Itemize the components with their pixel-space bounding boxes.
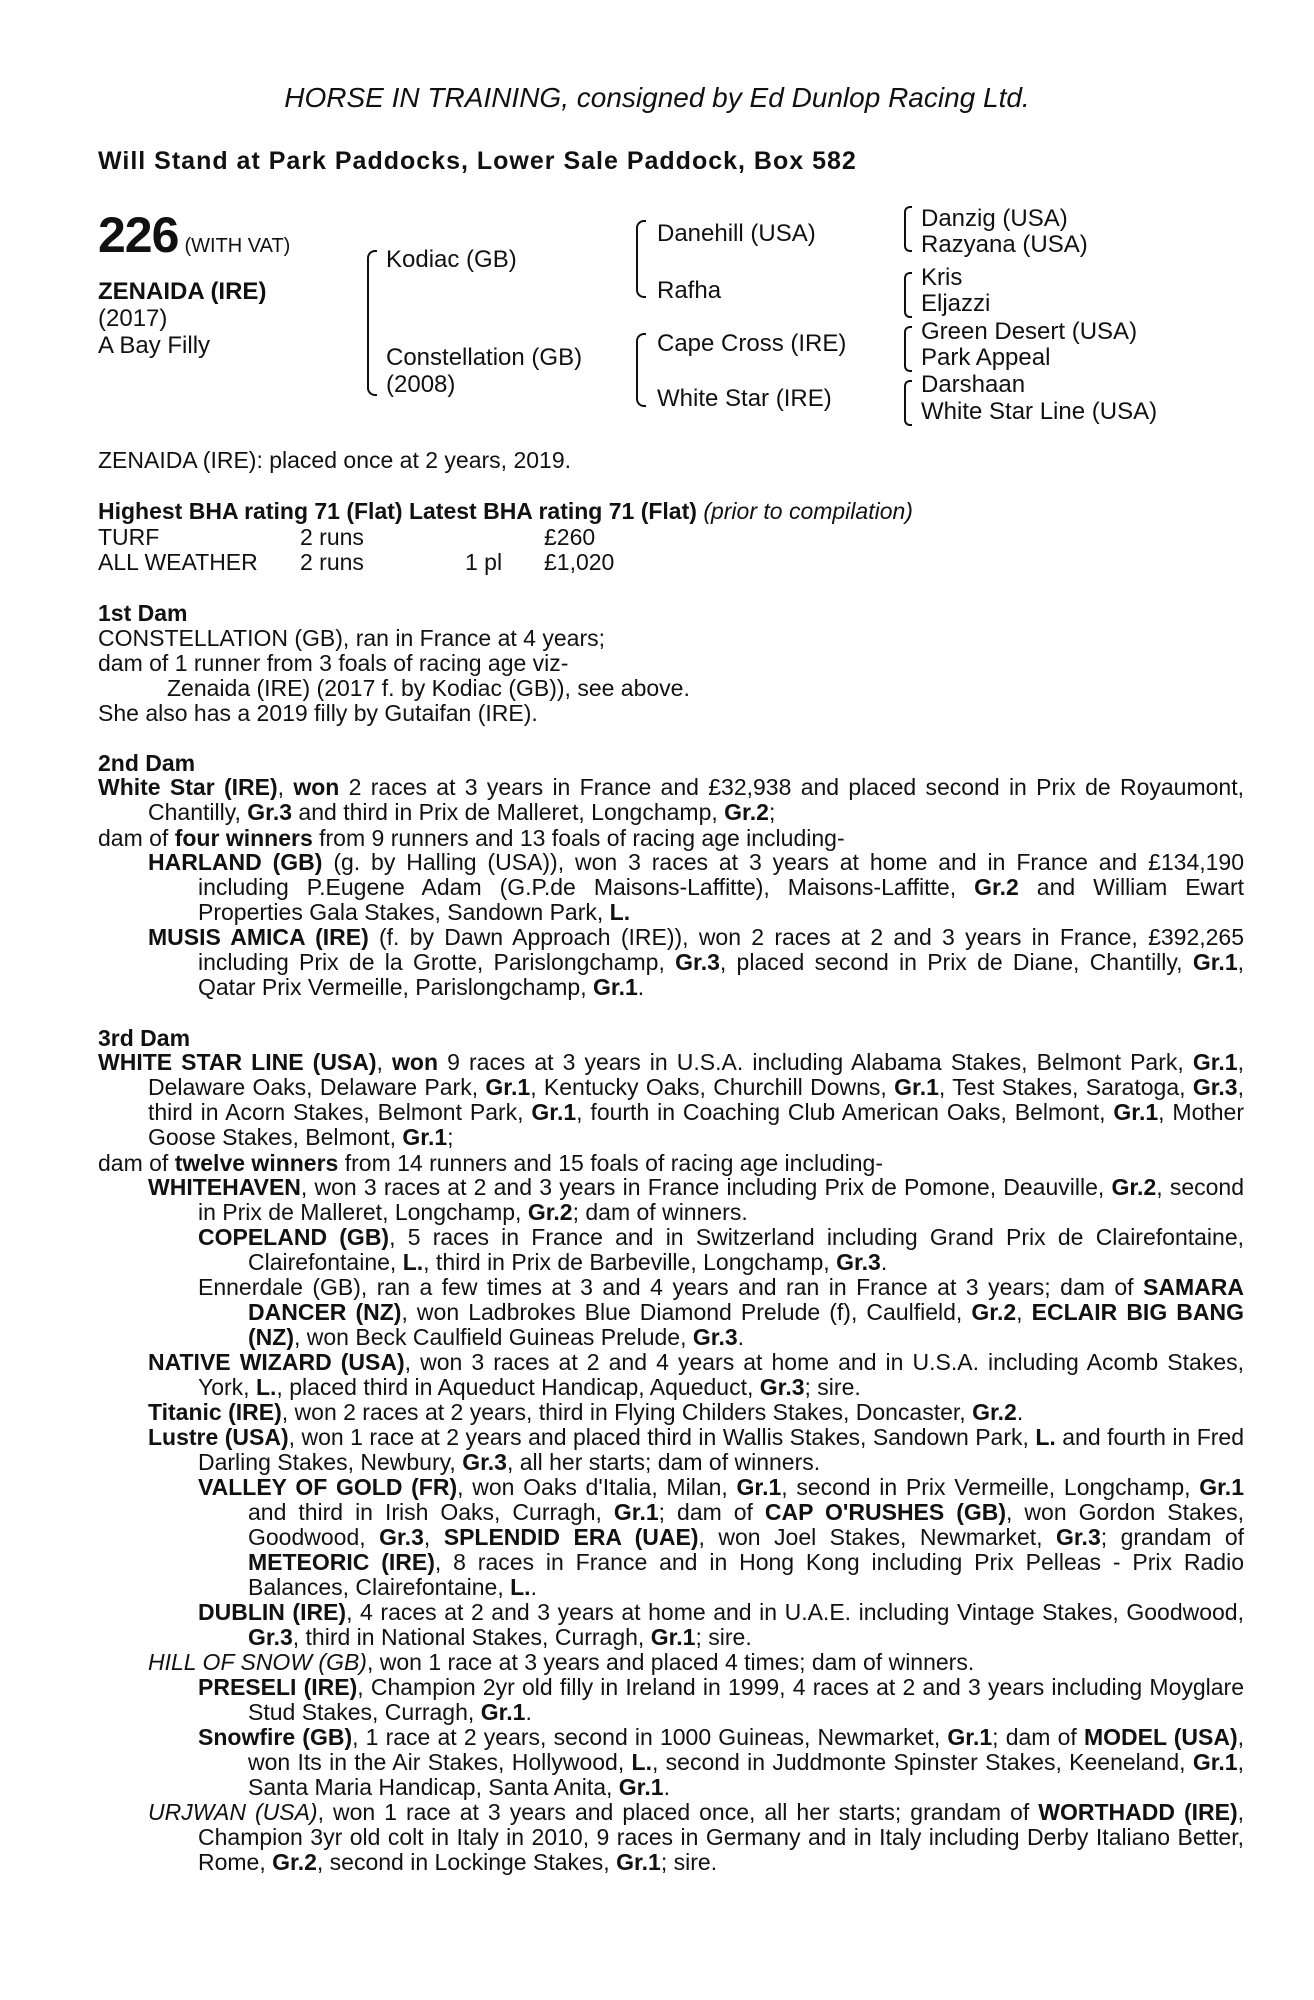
location-line: Will Stand at Park Paddocks, Lower Sale Paddock, Box 582 — [98, 147, 857, 175]
vat-note: (WITH VAT) — [184, 235, 291, 257]
pedigree-brace-main — [367, 250, 377, 396]
sire: Kodiac (GB) — [386, 246, 517, 273]
summary-line: ZENAIDA (IRE): placed once at 2 years, 2019. — [98, 447, 572, 473]
horse-description: A Bay Filly — [98, 332, 211, 359]
pedigree-brace-g3 — [904, 326, 912, 372]
third-dam-heading: 3rd Dam — [98, 1025, 191, 1051]
first-dam-heading: 1st Dam — [98, 600, 188, 626]
first-dam-line: She also has a 2019 filly by Gutaifan (IRE). — [98, 700, 538, 726]
pedigree-g5: Green Desert (USA) — [921, 318, 1138, 345]
pedigree-brace-g2 — [904, 272, 912, 318]
second-dam-heading: 2nd Dam — [98, 750, 196, 776]
first-dam-line: Zenaida (IRE) (2017 f. by Kodiac (GB)), see above. — [167, 675, 690, 701]
second-dam-entry: White Star (IRE), won 2 races at 3 years in France and £32,938 and placed second in Prix de Royaumont, Chantilly, Gr.3 and third in Prix de Malleret, Longchamp, Gr.2; — [98, 774, 1244, 825]
rating-line: Highest BHA rating 71 (Flat) Latest BHA rating 71 (Flat) (prior to compilation) — [98, 498, 913, 524]
third-dam-entry: WHITE STAR LINE (USA), won 9 races at 3 years in U.S.A. including Alabama Stakes, Belmont Park, Gr.1, Delaware Oaks, Delaware Park, Gr.1, Kentucky Oaks, Churchill Downs, Gr.1, Test Stakes, Saratoga, Gr.3, third in Acorn Stakes, Belmont Park, Gr.1, fourth in Coaching Club American Oaks, Belmont, Gr.1, Mother Goose Stakes, Belmont, Gr.1; — [98, 1049, 1244, 1150]
dam-sire: Cape Cross (IRE) — [657, 330, 847, 357]
third-dam-produce-line: dam of twelve winners from 14 runners and 15 foals of racing age including- — [98, 1150, 883, 1176]
progeny-entry-whitehaven: WHITEHAVEN, won 3 races at 2 and 3 years in France including Prix de Pomone, Deauville, Gr.2, second in Prix de Malleret, Longchamp, Gr.2; dam of winners. — [148, 1174, 1244, 1225]
lot-number: 226 (WITH VAT) — [98, 207, 291, 263]
progeny-entry-ennerdale: Ennerdale (GB), ran a few times at 3 and 4 years and ran in France at 3 years; dam of SAMARA DANCER (NZ), won Ladbrokes Blue Diamond Prelude (f), Caulfield, Gr.2, ECLAIR BIG BANG (NZ), won Beck Caulfield Guineas Prelude, Gr.3. — [198, 1274, 1245, 1350]
sire-sire: Danehill (USA) — [657, 220, 816, 247]
record-surface-turf: TURF — [98, 524, 160, 550]
pedigree-g6: Park Appeal — [921, 344, 1051, 371]
progeny-entry-snowfire: Snowfire (GB), 1 race at 2 years, second in 1000 Guineas, Newmarket, Gr.1; dam of MODEL (USA), won Its in the Air Stakes, Hollywood, L., second in Juddmonte Spinster Stakes, Keeneland, Gr.1, Santa Maria Handicap, Santa Anita, Gr.1. — [198, 1724, 1244, 1800]
dam-year: (2008) — [386, 371, 456, 398]
progeny-entry-dublin: DUBLIN (IRE), 4 races at 2 and 3 years at home and in U.A.E. including Vintage Stakes, Goodwood, Gr.3, third in National Stakes, Curragh, Gr.1; sire. — [198, 1599, 1244, 1650]
progeny-entry-urjwan: URJWAN (USA), won 1 race at 3 years and placed once, all her starts; grandam of WORTHADD (IRE), Champion 3yr old colt in Italy in 2010, 9 races in Germany and in Italy including Derby Italiano Better, Rome, Gr.2, second in Lockinge Stakes, Gr.1; sire. — [148, 1799, 1245, 1875]
pedigree-g7: Darshaan — [921, 371, 1026, 398]
pedigree-g1: Danzig (USA) — [921, 205, 1068, 232]
dam: Constellation (GB) — [386, 344, 583, 371]
progeny-entry-hill-of-snow: HILL OF SNOW (GB), won 1 race at 3 years and placed 4 times; dam of winners. — [148, 1649, 975, 1675]
pedigree-g3: Kris — [921, 264, 963, 291]
progeny-entry-preseli: PRESELI (IRE), Champion 2yr old filly in Ireland in 1999, 4 races at 2 and 3 years including Moyglare Stud Stakes, Curragh, Gr.1. — [198, 1674, 1245, 1725]
first-dam-line: dam of 1 runner from 3 foals of racing age viz- — [98, 650, 569, 676]
pedigree-g2: Razyana (USA) — [921, 231, 1088, 258]
record-runs-turf: 2 runs — [300, 524, 364, 550]
record-surface-aw: ALL WEATHER — [98, 549, 258, 575]
horse-year: (2017) — [98, 305, 168, 332]
record-prize-turf: £260 — [544, 524, 596, 550]
pedigree-g8: White Star Line (USA) — [921, 398, 1158, 425]
horse-name: ZENAIDA (IRE) — [98, 278, 267, 305]
progeny-entry-lustre: Lustre (USA), won 1 race at 2 years and placed third in Wallis Stakes, Sandown Park, L. and fourth in Fred Darling Stakes, Newbury, Gr.3, all her starts; dam of winners. — [148, 1424, 1244, 1475]
progeny-entry-musis-amica: MUSIS AMICA (IRE) (f. by Dawn Approach (IRE)), won 2 races at 2 and 3 years in France, £392,265 including Prix de la Grotte, Parislongchamp, Gr.3, placed second in Prix de Diane, Chantilly, Gr.1, Qatar Prix Vermeille, Parislongchamp, Gr.1. — [148, 924, 1245, 1000]
consignor-title: HORSE IN TRAINING, consigned by Ed Dunlop Racing Ltd. — [284, 82, 1030, 113]
first-dam-line: CONSTELLATION (GB), ran in France at 4 years; — [98, 625, 605, 651]
second-dam-produce-line: dam of four winners from 9 runners and 13 foals of racing age including- — [98, 825, 845, 851]
progeny-entry-copeland: COPELAND (GB), 5 races in France and in Switzerland including Grand Prix de Clairefontaine, Clairefontaine, L., third in Prix de Barbeville, Longchamp, Gr.3. — [198, 1224, 1244, 1275]
progeny-entry-valley-of-gold: VALLEY OF GOLD (FR), won Oaks d'Italia, Milan, Gr.1, second in Prix Vermeille, Longchamp, Gr.1 and third in Irish Oaks, Curragh, Gr.1; dam of CAP O'RUSHES (GB), won Gordon Stakes, Goodwood, Gr.3, SPLENDID ERA (UAE), won Joel Stakes, Newmarket, Gr.3; grandam of METEORIC (IRE), 8 races in France and in Hong Kong including Prix Pelleas - Prix Radio Balances, Clairefontaine, L.. — [198, 1474, 1245, 1600]
record-placed-aw: 1 pl — [465, 549, 503, 575]
record-prize-aw: £1,020 — [544, 549, 615, 575]
progeny-entry-native-wizard: NATIVE WIZARD (USA), won 3 races at 2 and 4 years at home and in U.S.A. including Acomb Stakes, York, L., placed third in Aqueduct Handicap, Aqueduct, Gr.3; sire. — [148, 1349, 1245, 1400]
pedigree-brace-g4 — [904, 380, 912, 426]
sire-dam: Rafha — [657, 277, 722, 304]
dam-dam: White Star (IRE) — [657, 385, 832, 412]
pedigree-brace-sire — [636, 220, 646, 298]
record-runs-aw: 2 runs — [300, 549, 364, 575]
pedigree-g4: Eljazzi — [921, 290, 991, 317]
pedigree-brace-dam — [636, 333, 646, 407]
progeny-entry-titanic: Titanic (IRE), won 2 races at 2 years, third in Flying Childers Stakes, Doncaster, Gr.2. — [148, 1399, 1024, 1425]
progeny-entry-harland: HARLAND (GB) (g. by Halling (USA)), won 3 races at 3 years at home and in France and £134,190 including P.Eugene Adam (G.P.de Maisons-Laffitte), Maisons-Laffitte, Gr.2 and William Ewart Properties Gala Stakes, Sandown Park, L. — [148, 849, 1244, 925]
pedigree-brace-g1 — [904, 206, 912, 252]
